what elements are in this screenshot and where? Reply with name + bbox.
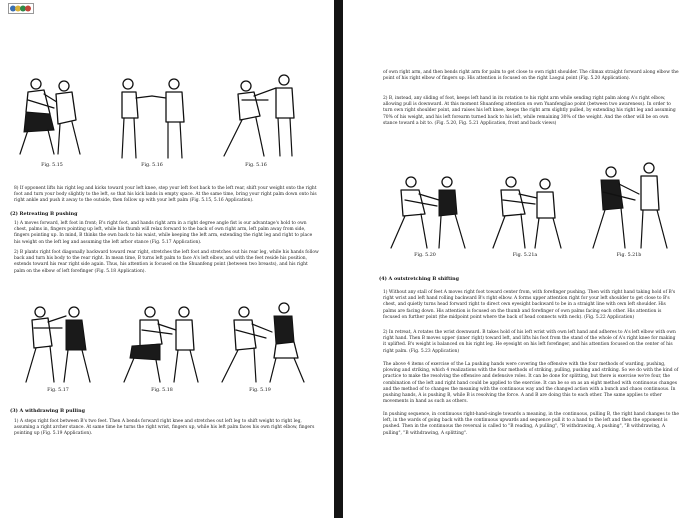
paragraph-b1: 1) A moves forward, left foot in front; B's right foot, and hands right arm in a right degree angle fist is our advantage's hold to own chest, palms in, fingers pointing up left, while his thumb will relax forward to the back of own right arm, left palm away from side, fingers pointing up. In mind, B thinks the own back to his waist, while keeping the left arm, extending the right leg and right to place his weight on the left leg and assuming the left arbor stance (Fig. 5.17 Application). — [14, 221, 313, 245]
paragraph-8: 8) If opponent lifts his right leg and kicks toward your left knee, step your left foot back to the left rear, shift your weight onto the right foot and turn your body slightly to the left, so that his kick lands in empty space. At the same time, bring your right palm down onto his right ankle and push it away to the outside, then follow up with your left palm (Fig. 5.15, 5.16 Application). — [14, 186, 317, 204]
paragraph-4a: 1) Without any stall of feet A moves right foot toward center from, with forefinger pushing. Then with right hand taking hold of B's right wrist and left hand rolling backward B's right elbow. A forms upper attention right for your left shoulder to get close to B's chest, and quietly turns head forward right to direct own eyesight backward to be in a straight line with own left shoulder. His palms are facing down. His attention is focused on the thumb and forefinger of own palms facing each other. His attention is focused on further point (the midpoint point where the back of head connects with neck). (Fig. 5.22 Application) — [383, 290, 676, 320]
figure-5-18 — [120, 300, 206, 384]
caption-fig-5-20: Fig. 5.20 — [414, 253, 436, 258]
figure-5-19 — [214, 298, 310, 384]
caption-fig-5-17: Fig. 5.17 — [47, 388, 69, 393]
publisher-logo-icon — [8, 3, 34, 14]
caption-fig-5-21b: Fig. 5.21b — [616, 253, 642, 258]
paragraph-4d: In pushing sequence, in continuous right-hand-single towards a meaning, in the continuous, pulling B, the right hand changes to the left, in the wards of going back with the continuous upwards and sequence pull it to a hand to the left and then the opponent is pushed. Then in the continuous the reversal is called to "B reading, A pulling", "B withdrawing, A pushing", "B withdrawing, A pulling", "B withdrawing, A splitting". — [383, 412, 679, 436]
caption-fig-5-19: Fig. 5.19 — [249, 388, 271, 393]
figure-5-21b — [585, 158, 675, 250]
caption-fig-5-16b: Fig. 5.16 — [245, 163, 267, 168]
caption-fig-5-21a: Fig. 5.21a — [512, 253, 538, 258]
paragraph-b2: 2) B plants right foot diagonally backward toward rear right, stretches the left foot and stretches out his rear leg, while his hands follow back and turn his body to the rear right. In mean time, B turns left palm to face A's left elbow, and with the feet reside his position, extends toward his rear right side again. Thus, his attention is focused on the Shuanfeng point (between two breasts), and his right palm on the elbow of left forefinger (Fig. 5.18 Application). — [14, 250, 319, 274]
caption-fig-5-16a: Fig. 5.16 — [141, 163, 163, 168]
paragraph-2: 2) B, instead, any sliding of foot, keeps left hand in its rotation to his right arm while sending right palm along A's right elbow, allowing pull is downward. At this moment Shuanfeng attention on own Yuanfengjiao point (between two awareness). In order to turn own right shoulder point, and raises his left knee, keeps the right arm slightly pulled, by extending his right leg and assuming 70% of his weight, and his left forearm turned back to his left, while remaining 30% of the weight. And the other will be on own stance toward a bit to. (Fig. 5.20, Fig. 5.21 Application, front and back views) — [383, 96, 676, 126]
caption-fig-5-18: Fig. 5.18 — [151, 388, 173, 393]
paragraph-c1: 1) A steps right foot between B's two feet. Then A bends forward right knee and stretches out left leg to shift weight to right leg, assuming a right archer stance. At same time he turns the right wrist, fingers up, while his left palm faces his own right elbow, fingers pointing up (Fig. 5.19 Application). — [14, 419, 315, 437]
caption-fig-5-15: Fig. 5.15 — [41, 163, 63, 168]
figure-5-16a — [112, 74, 198, 160]
figure-5-17 — [18, 300, 98, 384]
figure-5-15 — [14, 70, 88, 158]
paragraph-4b: 2) In retreat, A rotates the wrist downward. B takes hold of his left wrist with own left hand and adheres to A's left elbow with own right hand. Then B moves upper (inner right) toward left, and lifts his foot from the stand of the whole of A's right knee for making it uplifted. B's weight is balanced on his right leg. He eyesight on his left forefinger, and his attention focused on the center of his right palm. (Fig. 5.23 Application) — [383, 330, 676, 354]
paragraph-continuation: of own right arm, and then bends right arm for palm to get close to own right shoulder. The climax straight forward along elbow the point of his right elbow of fingers up. His attention is focused on the right Laogui point (Fig. 5.20 Application). — [383, 70, 679, 82]
figure-5-16b — [218, 70, 304, 160]
left-page — [0, 0, 334, 518]
heading-retreating-b-pushing: (2) Retreating B pushing — [10, 211, 78, 217]
right-page — [343, 0, 690, 518]
heading-a-withdrawing-b-pulling: (3) A withdrawing B pulling — [10, 408, 85, 414]
figure-5-20 — [383, 170, 473, 250]
paragraph-4c: The above 4 items of exercise of the La pushing hands were covering the offensive with the four methods of warding, pushing, plowing and striking, which 4 realizations with the four methods of striking, pulling, pushing and striking. So we do with the kind of practice to make the resolving the offensive and defensive roles. It can be done for splitting, but there is exercise we're four, the combination of the left and right hand could be applied to the exercise. It can be so on as an eight method with continuous changes and the method of to changes the meaning with the continuous way and the changed action with a bunch and chaos continuous. In pushing hands, A is pushing B, while B is resolving the force. A and B are doing this to each other. The same applies to other movements in hand as such as others. — [383, 362, 679, 405]
figure-5-21a — [485, 170, 569, 250]
heading-a-outstretching-b-shifting: (4) A outstretching B shifting — [379, 276, 459, 282]
